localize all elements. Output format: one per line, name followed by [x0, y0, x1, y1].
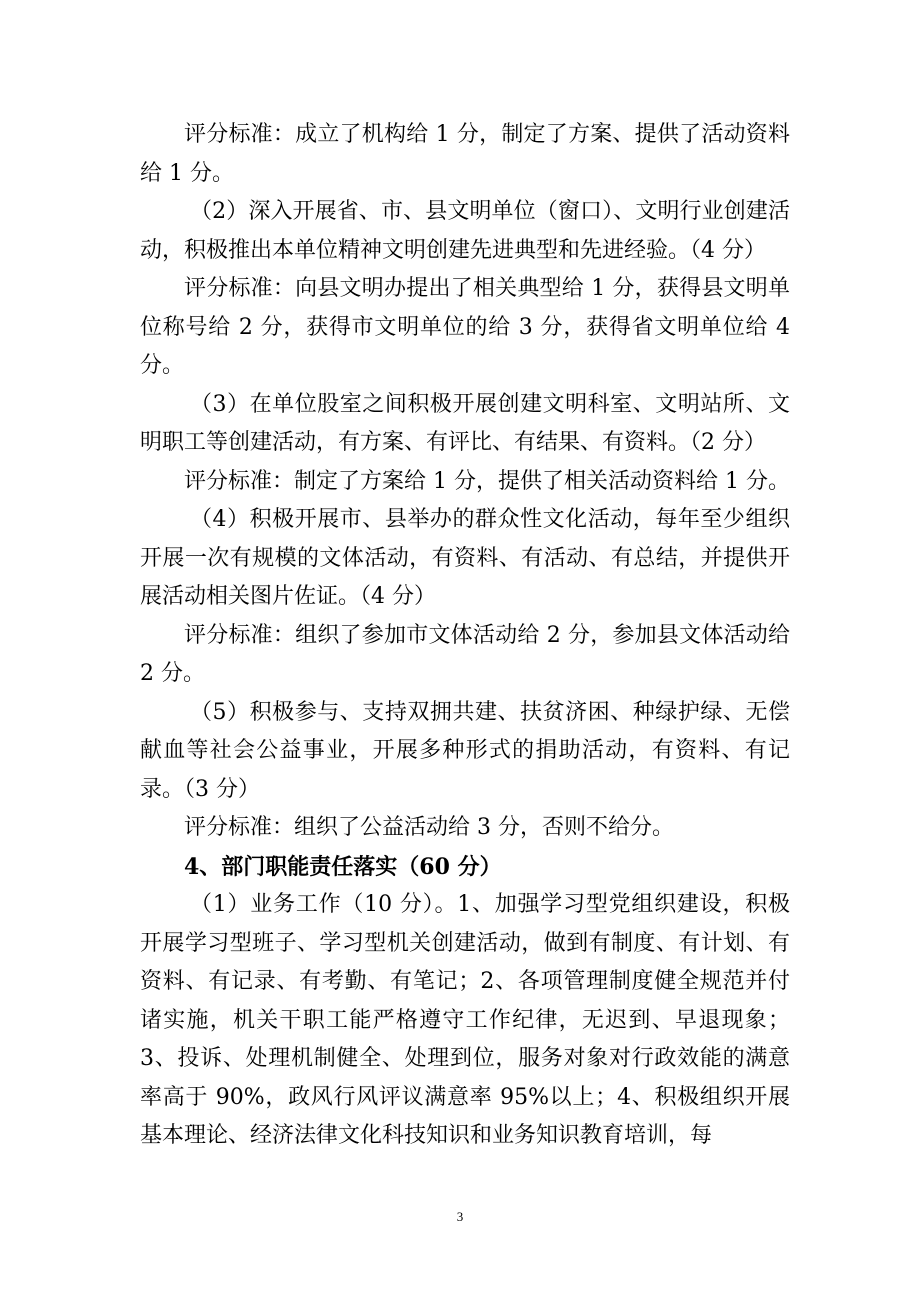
scoring-standard-paragraph: 评分标准：制定了方案给 1 分，提供了相关活动资料给 1 分。 [184, 468, 790, 494]
scoring-standard-paragraph: 评分标准：成立了机构给 1 分，制定了方案、提供了活动资料给 1 分。 [140, 122, 790, 186]
item-3-paragraph: （3）在单位股室之间积极开展创建文明科室、文明站所、文明职工等创建活动，有方案、有评比、有结果、有资料。（2 分） [140, 391, 790, 455]
scoring-standard-paragraph: 评分标准：组织了参加市文体活动给 2 分，参加县文体活动给 2 分。 [140, 622, 790, 686]
document-body [140, 116, 790, 1156]
item-4-paragraph: （4）积极开展市、县举办的群众性文化活动，每年至少组织开展一次有规模的文体活动，有资料、有活动、有总结，并提供开展活动相关图片佐证。（4 分） [140, 507, 790, 609]
business-work-paragraph: （1）业务工作（10 分）。1、加强学习型党组织建设，积极开展学习型班子、学习型机关创建活动，做到有制度、有计划、有资料、有记录、有考勤、有笔记；2、各项管理制度健全规范并付诸实施，机关干职工能严格遵守工作纪律，无迟到、早退现象；3、投诉、处理机制健全、处理到位，服务对象对行政效能的满意率高于 90%，政风行风评议满意率 95%以上；4、积极组织开展基本理论、经济法律文化科技知识和业务知识教育培训，每 [140, 892, 790, 1148]
item-2-paragraph: （2）深入开展省、市、县文明单位（窗口）、文明行业创建活动，积极推出本单位精神文明创建先进典型和先进经验。（4 分） [140, 199, 790, 263]
page-number: 3 [456, 1209, 464, 1224]
scoring-standard-paragraph: 评分标准：组织了公益活动给 3 分，否则不给分。 [184, 815, 674, 840]
section-heading: 4、部门职能责任落实（60 分） [184, 853, 502, 880]
item-5-paragraph: （5）积极参与、支持双拥共建、扶贫济困、种绿护绿、无偿献血等社会公益事业，开展多种形式的捐助活动，有资料、有记录。（3 分） [140, 699, 790, 802]
scoring-standard-paragraph: 评分标准：向县文明办提出了相关典型给 1 分，获得县文明单位称号给 2 分，获得市文明单位的给 3 分，获得省文明单位给 4 分。 [140, 276, 790, 378]
